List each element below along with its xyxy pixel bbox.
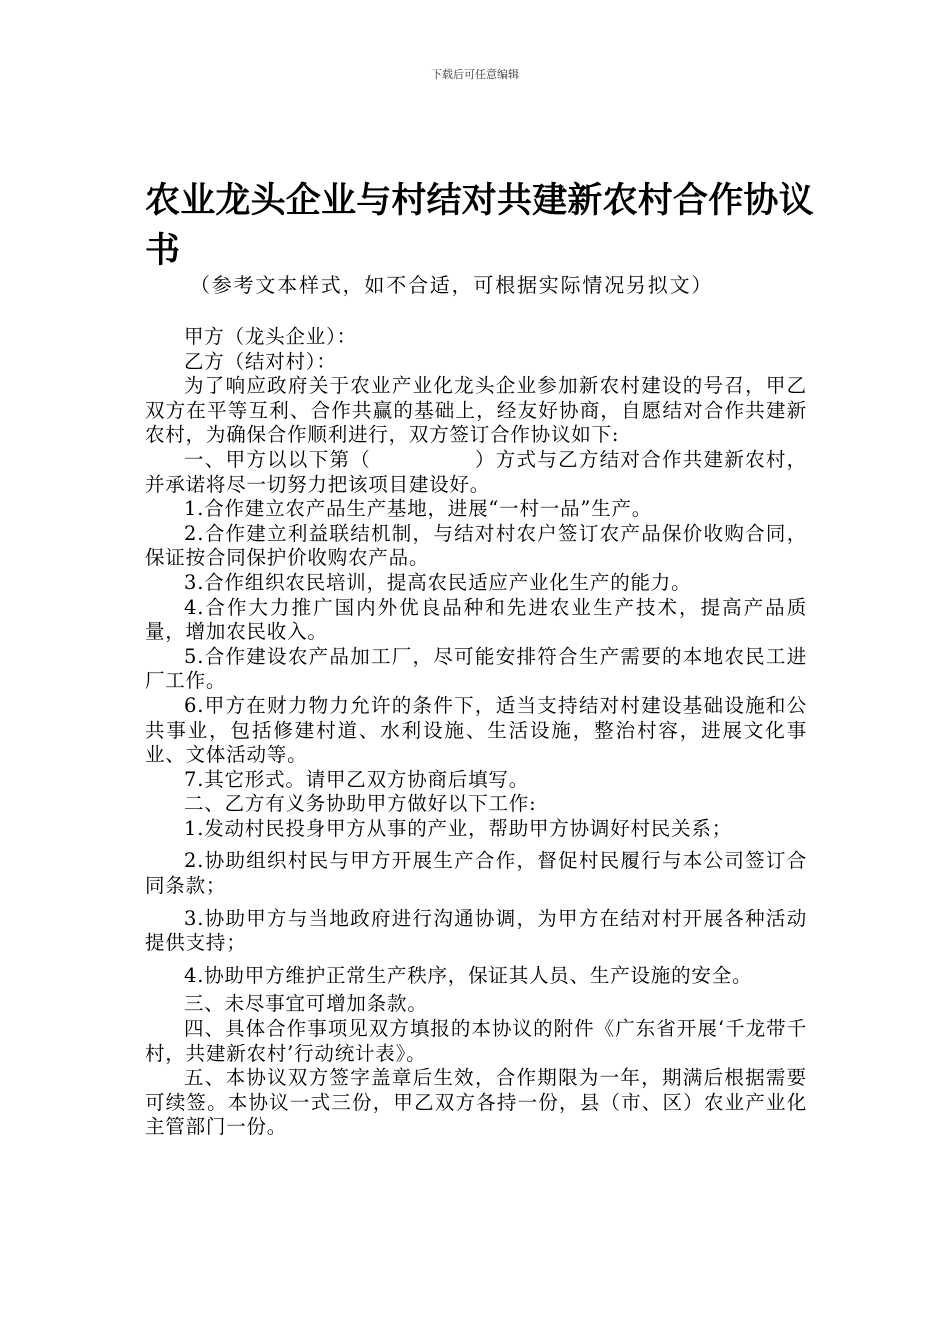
clause-two-item-2: 2.协助组织村民与甲方开展生产合作，督促村民履行与本公司签订合同条款； — [145, 849, 807, 898]
clause-one-item-7: 7.其它形式。请甲乙双方协商后填写。 — [184, 767, 530, 791]
header-note: 下载后可任意编辑 — [431, 68, 519, 81]
agreement-body — [145, 325, 807, 1140]
clause-two: 二、乙方有义务协助甲方做好以下工作: — [184, 792, 537, 816]
clause-one: 一、甲方以以下第（ ）方式与乙方结对合作共建新农村，并承诺将尽一切努力把该项目建设好。 — [145, 447, 807, 496]
clause-one-item-5: 5.合作建设农产品加工厂，尽可能安排符合生产需要的本地农民工进厂工作。 — [145, 644, 807, 693]
clause-two-item-1: 1.发动村民投身甲方从事的产业，帮助甲方协调好村民关系； — [184, 816, 733, 840]
clause-four: 四、具体合作事项见双方填报的本协议的附件《广东省开展‘千龙带千村，共建新农村’行动统计表》。 — [145, 1017, 807, 1065]
clause-one-item-3: 3.合作组织农民培训，提高农民适应产业化生产的能力。 — [184, 570, 692, 594]
clause-two-item-3: 3.协助甲方与当地政府进行沟通协调，为甲方在结对村开展各种活动提供支持； — [145, 906, 807, 955]
party-b-line: 乙方（结对村）： — [184, 349, 337, 373]
document-subtitle: （参考文本样式，如不合适，可根据实际情况另拟文） — [190, 273, 714, 297]
party-a-line: 甲方（龙头企业）： — [184, 325, 357, 348]
clause-one-item-1: 1.合作建立农产品生产基地，进展“一村一品”生产。 — [184, 497, 653, 521]
document-title: 农业龙头企业与村结对共建新农村合作协议书 — [145, 181, 814, 271]
preamble-paragraph: 为了响应政府关于农业产业化龙头企业参加新农村建设的号召，甲乙双方在平等互利、合作共赢的基础上，经友好协商，自愿结对合作共建新农村，为确保合作顺利进行，双方签订合作协议如下: — [145, 374, 807, 447]
clause-one-item-4: 4.合作大力推广国内外优良品种和先进农业生产技术，提高产品质量，增加农民收入。 — [145, 595, 807, 644]
clause-three: 三、未尽事宜可增加条款。 — [184, 992, 428, 1016]
clause-five: 五、本协议双方签字盖章后生效，合作期限为一年，期满后根据需要可续签。本协议一式三份，甲乙双方各持一份，县（市、区）农业产业化主管部门一份。 — [145, 1066, 807, 1139]
clause-one-item-6: 6.甲方在财力物力允许的条件下，适当支持结对村建设基础设施和公共事业，包括修建村道、水利设施、生活设施，整治村容，进展文化事业、文体活动等。 — [145, 693, 807, 767]
clause-two-item-4: 4.协助甲方维护正常生产秩序，保证其人员、生产设施的安全。 — [184, 963, 753, 987]
clause-one-item-2: 2.合作建立利益联结机制，与结对村农户签订农产品保价收购合同，保证按合同保护价收购农产品。 — [145, 521, 807, 570]
